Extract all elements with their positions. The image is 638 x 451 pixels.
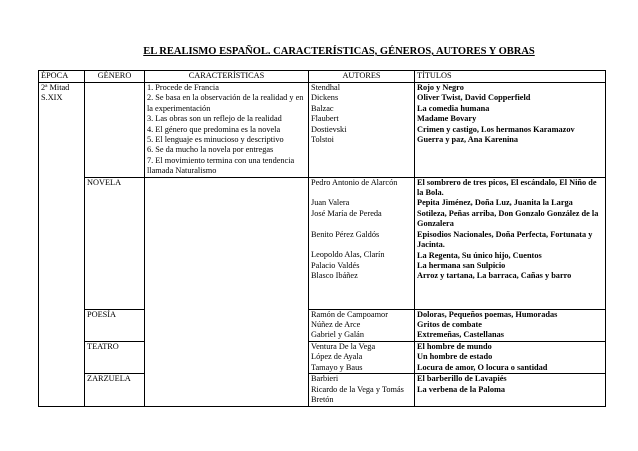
author-item: José María de Pereda [311, 208, 382, 218]
author-item: Leopoldo Alas, Clarín [311, 250, 385, 260]
authors-cell-general [309, 83, 415, 178]
header-epoca: ÉPOCA [39, 71, 85, 83]
author-item: Blasco Ibáñez [311, 271, 358, 281]
titles-cell-novela [415, 177, 606, 309]
characteristic-item: 5. El lenguaje es minucioso y descriptivo [147, 135, 284, 145]
author-item: Tolstoi [311, 135, 334, 145]
title-item: Arroz y tartana, La barraca, Cañas y barro [417, 271, 572, 281]
title-item: Extremeñas, Castellanas [417, 330, 504, 340]
characteristic-item: 3. Las obras son un reflejo de la realidad [147, 114, 282, 124]
author-item: Ricardo de la Vega y Tomás Bretón [311, 384, 404, 404]
characteristics-empty-cell [145, 177, 309, 406]
table-row-novela [39, 177, 606, 309]
title-item: Episodios Nacionales, Doña Perfecta, Fortunata y Jacinta. [417, 229, 593, 250]
authors-cell-zarzuela [309, 374, 415, 407]
title-item: La hermana san Sulpicio [417, 260, 506, 270]
titles-cell-zarzuela [415, 374, 606, 407]
genre-cell-general [85, 83, 145, 178]
header-titulos: TÍTULOS [415, 71, 606, 83]
author-item: Tamayo y Baus [311, 362, 363, 372]
title-item: Rojo y Negro [417, 83, 464, 92]
authors-cell-novela [309, 177, 415, 309]
characteristic-item: 6. Se da mucho la novela por entregas [147, 145, 274, 155]
header-genero: GÉNERO [85, 71, 145, 83]
header-row [39, 71, 606, 83]
title-item: Un hombre de estado [417, 352, 493, 362]
genre-cell-zarzuela: ZARZUELA [85, 374, 145, 407]
author-item: Flaubert [311, 114, 339, 124]
document-title: EL REALISMO ESPAÑOL. CARACTERÍSTICAS, GÉNEROS, AUTORES Y OBRAS [143, 46, 535, 57]
titles-cell-poesia [415, 309, 606, 341]
authors-cell-poesia [309, 309, 415, 341]
title-item: El hombre de mundo [417, 341, 492, 351]
characteristics-cell [145, 83, 309, 178]
title-item: Sotileza, Peñas arriba, Don Gonzalo González de la Gonzalera [417, 208, 599, 229]
title-item: La comedia humana [417, 103, 490, 113]
author-item: Benito Pérez Galdós [311, 229, 380, 239]
realism-table [38, 70, 606, 407]
characteristic-item: 4. El género que predomina es la novela [147, 124, 281, 134]
titles-cell-teatro [415, 341, 606, 373]
author-item: Juan Valera [311, 198, 350, 208]
title-item: La Regenta, Su único hijo, Cuentos [417, 250, 542, 260]
author-item: Núñez de Arce [311, 320, 361, 330]
author-item: Pedro Antonio de Alarcón [311, 177, 398, 187]
table-row-general [39, 83, 606, 178]
title-item: El barberillo de Lavapiés [417, 374, 507, 384]
author-item: Barbieri [311, 374, 339, 384]
epoca-line: S.XIX [41, 93, 63, 103]
characteristic-item: 1. Procede de Francia [147, 83, 219, 92]
genre-cell-novela: NOVELA [85, 177, 145, 309]
title-item: Pepita Jiménez, Doña Luz, Juanita la Larga [417, 198, 573, 208]
author-item: Dostievski [311, 124, 347, 134]
genre-cell-poesia: POESÍA [85, 309, 145, 341]
author-item: Stendhal [311, 83, 341, 92]
table-row-teatro [39, 341, 606, 373]
header-caracteristicas: CARACTERÍSTICAS [145, 71, 309, 83]
epoca-line: 2ª Mitad [41, 83, 70, 92]
author-item: Ramón de Campoamor [311, 309, 388, 319]
table-row-poesia [39, 309, 606, 341]
title-item: La verbena de la Paloma [417, 384, 506, 394]
table-row-zarzuela [39, 374, 606, 407]
title-item: Crimen y castigo, Los hermanos Karamazov [417, 124, 575, 134]
author-item: Gabriel y Galán [311, 330, 364, 340]
header-autores: AUTORES [309, 71, 415, 83]
title-item: Gritos de combate [417, 320, 482, 330]
author-item: Balzac [311, 103, 334, 113]
characteristic-item: 7. El movimiento termina con una tendencia llamada Naturalismo [147, 155, 295, 176]
title-item: Oliver Twist, David Copperfield [417, 93, 531, 103]
title-item: Madame Bovary [417, 114, 477, 124]
author-item: Ventura De la Vega [311, 341, 376, 351]
characteristic-item: 2. Se basa en la observación de la realidad y en la experimentación [147, 93, 304, 113]
genre-cell-teatro: TEATRO [85, 341, 145, 373]
titles-cell-general [415, 83, 606, 178]
authors-cell-teatro [309, 341, 415, 373]
author-item: López de Ayala [311, 352, 363, 362]
title-item: Doloras, Pequeños poemas, Humoradas [417, 309, 558, 319]
author-item: Palacio Valdés [311, 260, 360, 270]
author-item: Dickens [311, 93, 339, 103]
epoca-cell [39, 83, 85, 407]
title-item: Guerra y paz, Ana Karenina [417, 135, 519, 145]
title-item: Locura de amor, O locura o santidad [417, 362, 548, 372]
title-item: El sombrero de tres picos, El escándalo, El Niño de la Bola. [417, 177, 597, 198]
